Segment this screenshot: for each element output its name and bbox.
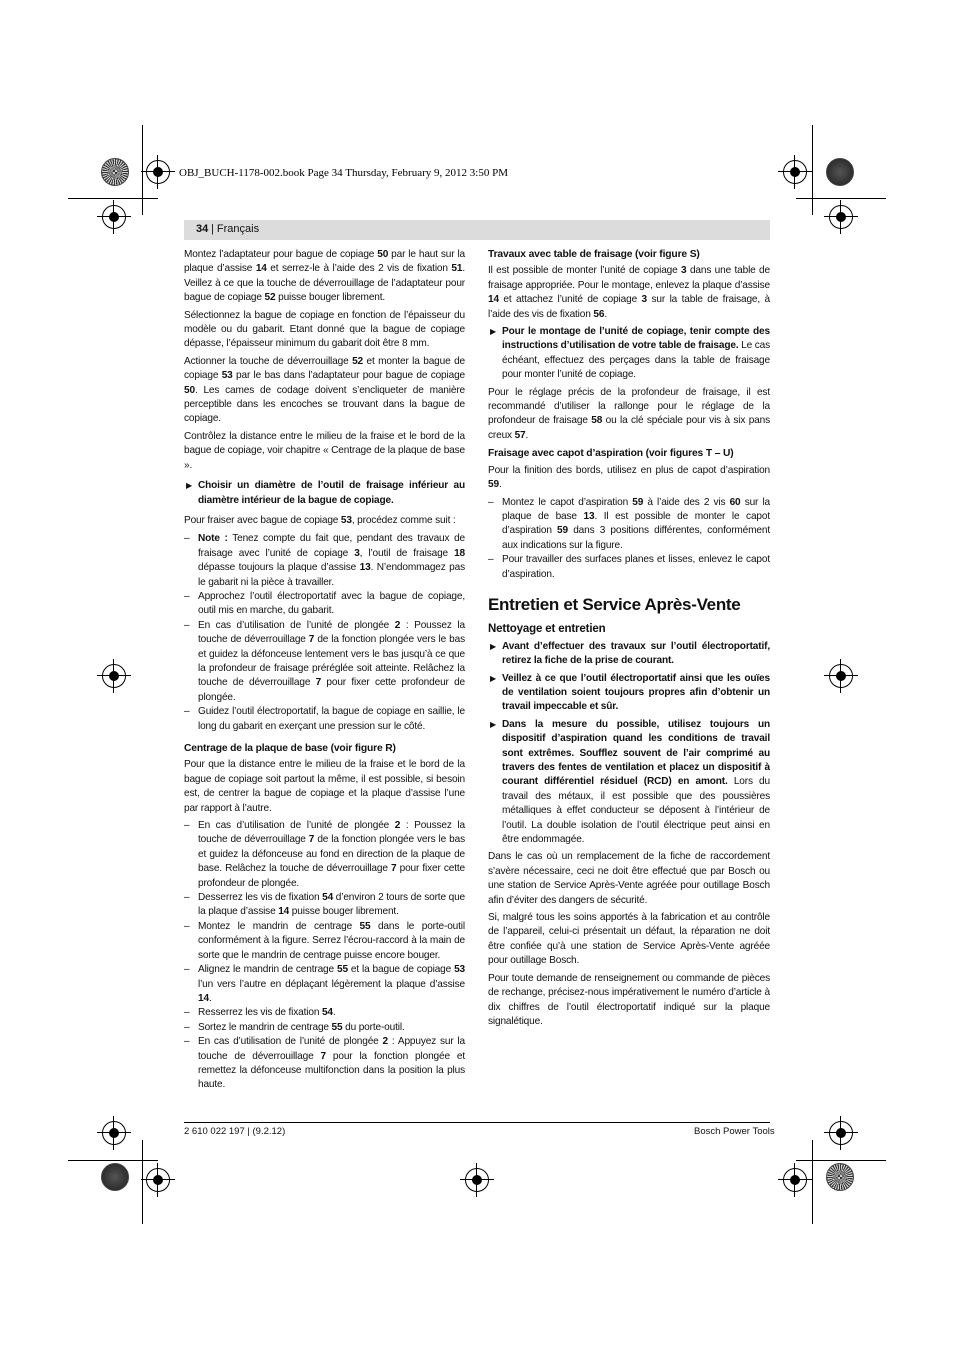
safety-instruction: ▶ Pour le montage de l’unité de copiage, tenir compte des instructions d’utilisation de votre table de fraisage. Le cas échéant, effectuez des perçages dans la table de fraisage pour monter l’unité de copiage. xyxy=(490,326,770,381)
list-item: – En cas d’utilisation de l’unité de plongée 2 : Poussez la touche de déverrouillage 7 de la fonction plongée vers le bas et guidez la défonceuse au fond en direction de la plaque de base. Relâchez la touche de déverrouillage 7 pour fixer cette profondeur de plongée. xyxy=(184,819,465,891)
registration-disc-icon xyxy=(826,1163,854,1191)
registration-mark-icon xyxy=(102,205,126,229)
paragraph: Pour le réglage précis de la profondeur de fraisage, il est recommandé d’utiliser la rallonge pour le réglage de la profondeur de fraisage 58 ou la clé spéciale pour vis à six pans creux 57. xyxy=(488,386,770,441)
procedure-list xyxy=(184,532,465,734)
section-heading: Nettoyage et entretien xyxy=(488,623,606,636)
section-heading: Fraisage avec capot d’aspiration (voir figures T – U) xyxy=(488,448,734,460)
left-column xyxy=(184,248,465,1097)
safety-instruction: ▶ Veillez à ce que l’outil électroportatif ainsi que les ouïes de ventilation soient toujours propres afin d’obtenir un travail impeccable et sûr. xyxy=(490,672,770,713)
triangle-right-icon: ▶ xyxy=(490,641,497,651)
paragraph: Il est possible de monter l’unité de copiage 3 dans une table de fraisage appropriée. Pour le montage, enlevez la plaque d’assise 14 et attachez l’unité de copiage 3 sur la table de fraisage, à l’aide des vis de fixation 56. xyxy=(488,265,771,320)
list-item: – Resserrez les vis de fixation 54. xyxy=(184,1006,465,1020)
list-item: – En cas d’utilisation de l’unité de plongée 2 : Appuyez sur la touche de déverrouillage 7 pour la fonction plongée et remettez la défonceuse multifonction dans la position la plus haute. xyxy=(184,1035,465,1093)
list-item: – Desserrez les vis de fixation 54 d’environ 2 tours de sorte que la plaque d’assise 14 puisse bouger librement. xyxy=(184,891,465,920)
page-number: 34 xyxy=(196,223,209,235)
footer-rule xyxy=(184,1122,770,1123)
section-heading: Travaux avec table de fraisage (voir figure S) xyxy=(488,249,700,260)
safety-instruction: ▶ Choisir un diamètre de l’outil de fraisage inférieur au diamètre intérieur de la bague de copiage. xyxy=(186,480,465,506)
paragraph: Actionner la touche de déverrouillage 52 et monter la bague de copiage 53 par le bas dans l’adaptateur pour bague de copiage 50. Les cames de codage doivent s’encliqueter de manière perceptible dans les encoches se trouvant dans la bague de copiage. xyxy=(184,355,465,425)
list-item: – Guidez l’outil électroportatif, la bague de copiage en saillie, le long du gabarit en exerçant une pression sur le côté. xyxy=(184,705,465,734)
list-item: – Sortez le mandrin de centrage 55 du porte-outil. xyxy=(184,1021,465,1035)
book-header: OBJ_BUCH-1178-002.book Page 34 Thursday, February 9, 2012 3:50 PM xyxy=(179,167,508,179)
page-header-bar xyxy=(184,220,770,240)
list-item: – Pour travailler des surfaces planes et lisses, enlevez le capot d’aspiration. xyxy=(488,553,770,582)
right-column xyxy=(488,248,770,1032)
page-language: | Français xyxy=(211,223,260,235)
paragraph: Pour fraiser avec bague de copiage 53, procédez comme suit : xyxy=(184,514,456,526)
paragraph: Pour la finition des bords, utilisez en plus de capot d’aspiration 59. xyxy=(488,464,770,491)
safety-instruction: ▶ Dans la mesure du possible, utilisez toujours un dispositif d’aspiration quand les conditions de travail sont extrêmes. Soufflez souvent de l’air comprimé au travers des fentes de ventilation et placez un dispositif à courant différentiel résiduel (RCD) en amont. Lors du travail des métaux, il est possible que des poussières métalliques à effet conducteur se déposent à l’intérieur de l’outil. La double isolation de l’outil électrique peut ainsi en être endommagée. xyxy=(490,718,770,846)
paragraph: Pour que la distance entre le milieu de la fraise et le bord de la bague de copiage soit partout la même, il est possible, si besoin est, de centrer la bague de copiage et la plaque d’assise l’une par rapport à l’autre. xyxy=(184,759,465,814)
registration-mark-icon xyxy=(783,160,807,184)
footer-brand: Bosch Power Tools xyxy=(694,1126,775,1137)
paragraph: Si, malgré tous les soins apportés à la fabrication et au contrôle de l’appareil, celui-ci présentait un défaut, la réparation ne doit être confiée qu’à une station de Service Après-Vente agréée pour outillage Bosch. xyxy=(488,912,770,967)
registration-mark-icon xyxy=(146,160,170,184)
registration-mark-icon xyxy=(829,205,853,229)
list-item: – Approchez l’outil électroportatif avec la bague de copiage, outil mis en marche, du gabarit. xyxy=(184,590,465,619)
registration-disc-icon xyxy=(101,1163,129,1191)
registration-mark-icon xyxy=(146,1168,170,1192)
triangle-right-icon: ▶ xyxy=(186,481,193,491)
paragraph: Dans le cas où un remplacement de la fiche de raccordement s’avère nécessaire, ceci ne doit être effectué que par Bosch ou une station de Service Après-Vente agréée pour outillage Bosch afin d’éviter des dangers de sécurité. xyxy=(488,851,770,906)
procedure-list xyxy=(488,496,770,582)
registration-mark-icon xyxy=(829,1121,853,1145)
triangle-right-icon: ▶ xyxy=(490,327,497,337)
registration-disc-icon xyxy=(826,158,854,186)
registration-mark-icon xyxy=(783,1168,807,1192)
list-item: – Note : Tenez compte du fait que, pendant des travaux de fraisage avec l’unité de copiage 3, l’outil de fraisage 18 dépasse toujours la plaque d’assise 13. N’endommagez pas le gabarit ni la pièce à travailler. xyxy=(184,532,465,590)
triangle-right-icon: ▶ xyxy=(490,719,497,729)
registration-mark-icon xyxy=(102,1121,126,1145)
list-item: – Montez le mandrin de centrage 55 dans le porte-outil conformément à la figure. Serrez l’écrou-raccord à la main de sorte que le mandrin de centrage puisse encore bouger. xyxy=(184,920,465,963)
footer-document-number: 2 610 022 197 | (9.2.12) xyxy=(184,1126,286,1137)
paragraph: Pour toute demande de renseignement ou commande de pièces de rechange, précisez-nous impérativement le numéro d’article à dix chiffres de l’outil électroportatif indiqué sur la plaque signalétique. xyxy=(488,972,770,1027)
procedure-list xyxy=(184,819,465,1093)
safety-instruction: ▶ Avant d’effectuer des travaux sur l’outil électroportatif, retirez la fiche de la prise de courant. xyxy=(490,640,770,667)
list-item: – Alignez le mandrin de centrage 55 et la bague de copiage 53 l’un vers l’autre en déplaçant légèrement la plaque d’assise 14. xyxy=(184,963,465,1006)
triangle-right-icon: ▶ xyxy=(490,673,497,683)
paragraph: Montez l’adaptateur pour bague de copiage 50 par le haut sur la plaque d’assise 14 et serrez-le à l’aide des 2 vis de fixation 51. Veillez à ce que la touche de déverrouillage de l’adaptateur pour bague de copiage 52 puisse bouger librement. xyxy=(184,249,466,304)
list-item: – Montez le capot d’aspiration 59 à l’aide des 2 vis 60 sur la plaque de base 13. Il est possible de monter le capot d’aspiration 59 dans 3 positions différentes, conformément aux indications sur la figure. xyxy=(488,496,770,554)
chapter-heading: Entretien et Service Après-Vente xyxy=(488,594,741,614)
paragraph: Sélectionnez la bague de copiage en fonction de l’épaisseur du modèle ou du gabarit. Etant donné que la bague de copiage dépasse, l’épaisseur minimum du gabarit doit être 8 mm. xyxy=(184,309,465,350)
registration-disc-icon xyxy=(101,158,129,186)
list-item: – En cas d’utilisation de l’unité de plongée 2 : Poussez la touche de déverrouillage 7 de la fonction plongée vers le bas et guidez la défonceuse lentement vers le bas jusqu’à ce que la profondeur de fraisage préréglée soit atteinte. Relâchez la touche de déverrouillage 7 pour fixer cette profondeur de plongée. xyxy=(184,619,465,705)
section-heading: Centrage de la plaque de base (voir figure R) xyxy=(184,743,396,754)
registration-mark-icon xyxy=(465,1168,489,1192)
registration-mark-icon xyxy=(829,664,853,688)
paragraph: Contrôlez la distance entre le milieu de la fraise et le bord de la bague de copiage, voir chapitre « Centrage de la plaque de base ». xyxy=(184,430,465,471)
registration-mark-icon xyxy=(102,664,126,688)
